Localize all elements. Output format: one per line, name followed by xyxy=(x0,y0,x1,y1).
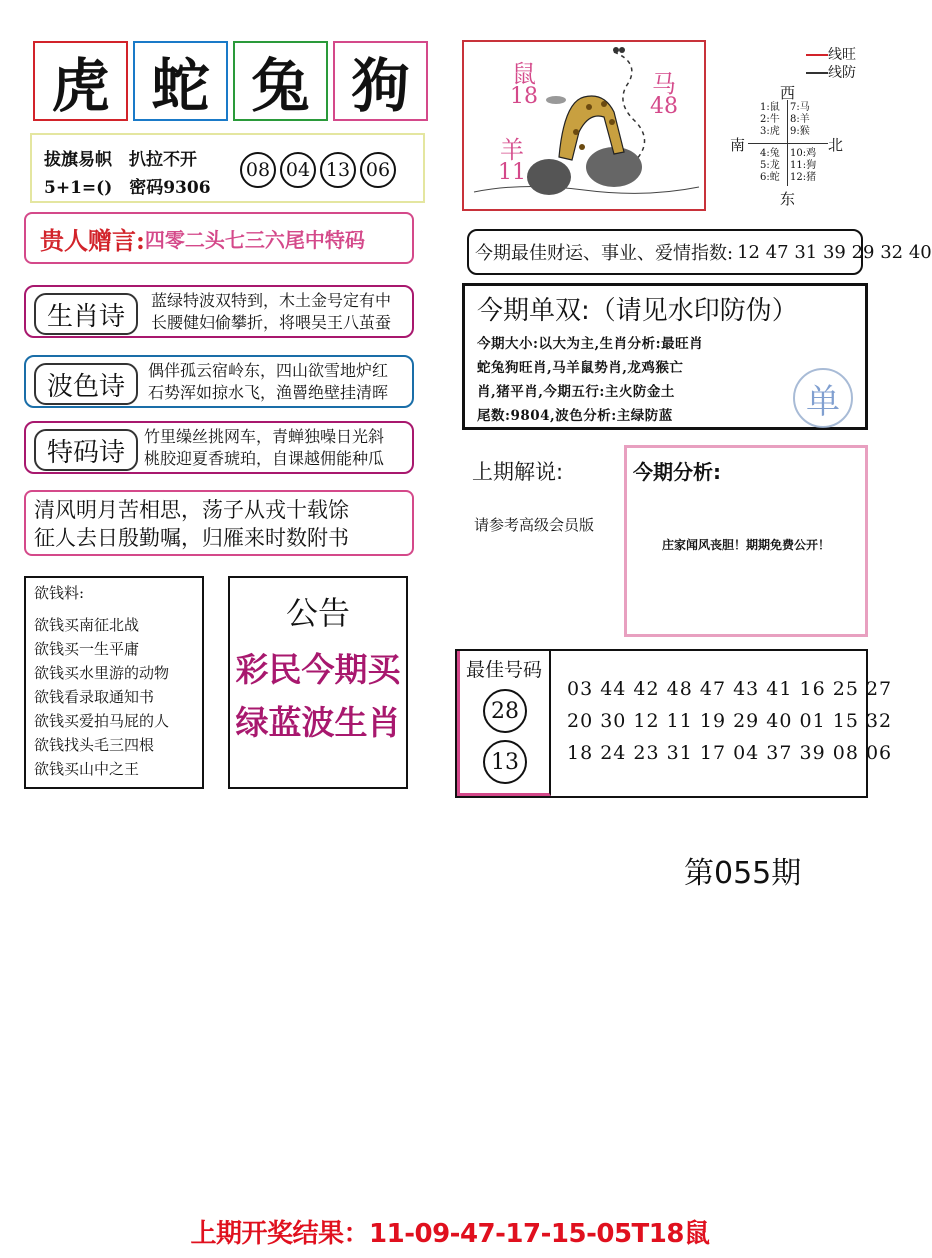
this-analysis-text: 庄家闻风丧胆！期期免费公开！ xyxy=(661,538,830,552)
compass-rt-2: 8:羊 xyxy=(790,114,810,125)
compass-lb-3: 6:蛇 xyxy=(760,172,780,183)
yuqianliao-item-3: 欲钱买水里游的动物 xyxy=(34,664,170,682)
compass-lb-1: 4:兔 xyxy=(760,148,780,159)
qingfeng-line-1: 清风明月苦相思，荡子从戎十载馀 xyxy=(34,498,349,522)
compass-rb-3: 12:猪 xyxy=(790,172,817,183)
gonggao-box xyxy=(228,576,408,789)
tema-poem-line-2: 桃胶迎夏香琥珀，自课越佣能种瓜 xyxy=(144,449,385,468)
best-row-1: 03 44 42 48 47 43 41 16 25 27 xyxy=(567,678,893,700)
compass-lt-2: 2:牛 xyxy=(760,114,780,125)
yuqianliao-box xyxy=(24,576,204,789)
compass-east: 东 xyxy=(780,190,796,208)
guiren-text: 四零二头七三六尾中特码 xyxy=(144,227,365,252)
code-circle-1: 08 xyxy=(240,152,276,188)
danshuang-title: 今期单双:（请见水印防伪） xyxy=(477,296,798,326)
shengxiao-poem-line-1: 蓝绿特波双特到，木土金号定有中 xyxy=(151,291,392,310)
code-line-1: 拔旗易帜 扒拉不开 xyxy=(44,150,197,170)
issue-number: 第055期 xyxy=(684,856,802,891)
tema-poem-box xyxy=(24,421,414,474)
compass-rb-2: 11:狗 xyxy=(790,160,817,171)
danshuang-line-3: 肖,猪平肖,今期五行:主火防金土 xyxy=(477,384,675,400)
qingfeng-box xyxy=(24,490,414,556)
pic-num-yang: 11 xyxy=(498,160,526,185)
code-circles xyxy=(240,152,400,188)
compass-right-top xyxy=(790,102,810,138)
legend-fang xyxy=(806,64,856,82)
bose-poem-title: 波色诗 xyxy=(34,363,138,405)
pic-num-ma: 48 xyxy=(650,94,678,119)
this-analysis-label: 今期分析: xyxy=(633,460,721,484)
legend-fang-label: 线防 xyxy=(828,65,856,81)
danshuang-stamp: 单 xyxy=(793,368,853,428)
yuqianliao-item-2: 欲钱买一生平庸 xyxy=(34,640,140,658)
yuqianliao-title: 欲钱料: xyxy=(34,584,85,602)
last-result: 上期开奖结果：11-09-47-17-15-05T18鼠 xyxy=(190,1219,710,1249)
compass-rt-1: 7:马 xyxy=(790,102,810,113)
legend xyxy=(806,46,856,82)
shengxiao-poem-box xyxy=(24,285,414,338)
code-circle-2: 04 xyxy=(280,152,316,188)
legend-wang-label: 线旺 xyxy=(828,47,856,63)
pic-label-yang: 羊 xyxy=(500,136,524,164)
compass-north: 北 xyxy=(828,136,844,154)
compass xyxy=(728,82,858,206)
tema-poem-lines xyxy=(144,426,384,470)
code-circle-4: 06 xyxy=(360,152,396,188)
gonggao-line-2: 绿蓝波生肖 xyxy=(235,703,401,742)
compass-south: 南 xyxy=(730,136,746,154)
compass-right-bottom xyxy=(790,148,816,184)
zodiac-box-4: 狗 xyxy=(333,41,428,121)
tema-poem-line-1: 竹里缲丝挑网车，青蝉独噪日光斜 xyxy=(144,427,385,446)
shengxiao-poem-title: 生肖诗 xyxy=(34,293,138,335)
this-analysis-box xyxy=(624,445,868,637)
pic-label-ma: 马 xyxy=(652,70,676,98)
danshuang-line-1: 今期大小:以大为主,生肖分析:最旺肖 xyxy=(477,336,704,352)
compass-hline xyxy=(748,143,828,144)
best-circle-1: 28 xyxy=(483,689,527,733)
bose-poem-line-1: 偶伴孤云宿岭东，四山欲雪地炉红 xyxy=(148,361,389,380)
code-line-2: 5+1=() 密码9306 xyxy=(44,178,211,198)
zodiac-box-2: 蛇 xyxy=(133,41,228,121)
compass-lt-3: 3:虎 xyxy=(760,126,780,137)
gonggao-line-1: 彩民今期买 xyxy=(235,650,401,689)
fortune-numbers: 12 47 31 39 29 32 40 xyxy=(737,241,932,263)
guiren-label: 贵人赠言: xyxy=(40,225,145,255)
legend-wang xyxy=(806,46,856,64)
best-row-3: 18 24 23 31 17 04 37 39 08 06 xyxy=(567,742,893,764)
zodiac-box-1: 虎 xyxy=(33,41,128,121)
yuqianliao-item-7: 欲钱买山中之王 xyxy=(34,760,140,778)
compass-left-bottom xyxy=(760,148,780,184)
danshuang-lines xyxy=(477,332,703,428)
compass-west: 西 xyxy=(780,84,796,102)
bose-poem-line-2: 石势浑如掠水飞，渔罾绝壁挂清晖 xyxy=(148,383,389,402)
yuqianliao-item-6: 欲钱找头毛三四根 xyxy=(34,736,155,754)
best-left-column xyxy=(457,651,551,796)
pic-label-shu: 鼠 xyxy=(512,60,536,88)
code-box xyxy=(30,133,425,203)
best-title: 最佳号码 xyxy=(466,659,543,681)
shengxiao-poem-lines xyxy=(151,290,391,334)
tema-poem-title: 特码诗 xyxy=(34,429,138,471)
pic-num-shu: 18 xyxy=(510,84,538,109)
shengxiao-poem-line-2: 长腰健妇偷攀折，将喂吴王八茧蚕 xyxy=(151,313,392,332)
compass-rt-3: 9:猴 xyxy=(790,126,810,137)
bose-poem-box xyxy=(24,355,414,408)
bose-poem-lines xyxy=(148,360,388,404)
best-circle-2: 13 xyxy=(483,740,527,784)
danshuang-box xyxy=(462,283,868,430)
best-numbers-box xyxy=(455,649,893,798)
code-circle-3: 13 xyxy=(320,152,356,188)
yuqianliao-item-1: 欲钱买南征北战 xyxy=(34,616,140,634)
guiren-box xyxy=(24,212,414,264)
compass-lb-2: 5:龙 xyxy=(760,160,780,171)
qingfeng-line-2: 征人去日殷勤嘱，归雁来时数附书 xyxy=(34,526,349,550)
best-number-rows xyxy=(567,673,892,769)
fortune-box xyxy=(467,229,932,275)
danshuang-line-2: 蛇兔狗旺肖,马羊鼠势肖,龙鸡猴亡 xyxy=(477,360,684,376)
compass-left-top xyxy=(760,102,780,138)
best-row-2: 20 30 12 11 19 29 40 01 15 32 xyxy=(567,710,893,732)
compass-lt-1: 1:鼠 xyxy=(760,102,780,113)
yuqianliao-item-4: 欲钱看录取通知书 xyxy=(34,688,155,706)
compass-rb-1: 10:鸡 xyxy=(790,148,817,159)
fortune-label: 今期最佳财运、事业、爱情指数: xyxy=(475,243,734,264)
last-analysis-text: 请参考高级会员版 xyxy=(474,516,595,534)
danshuang-line-4: 尾数:9804,波色分析:主绿防蓝 xyxy=(477,408,673,424)
picture-box xyxy=(462,40,706,211)
zodiac-box-3: 兔 xyxy=(233,41,328,121)
last-analysis-label: 上期解说: xyxy=(472,460,564,484)
yuqianliao-item-5: 欲钱买爱拍马屁的人 xyxy=(34,712,170,730)
gonggao-title: 公告 xyxy=(285,594,350,632)
